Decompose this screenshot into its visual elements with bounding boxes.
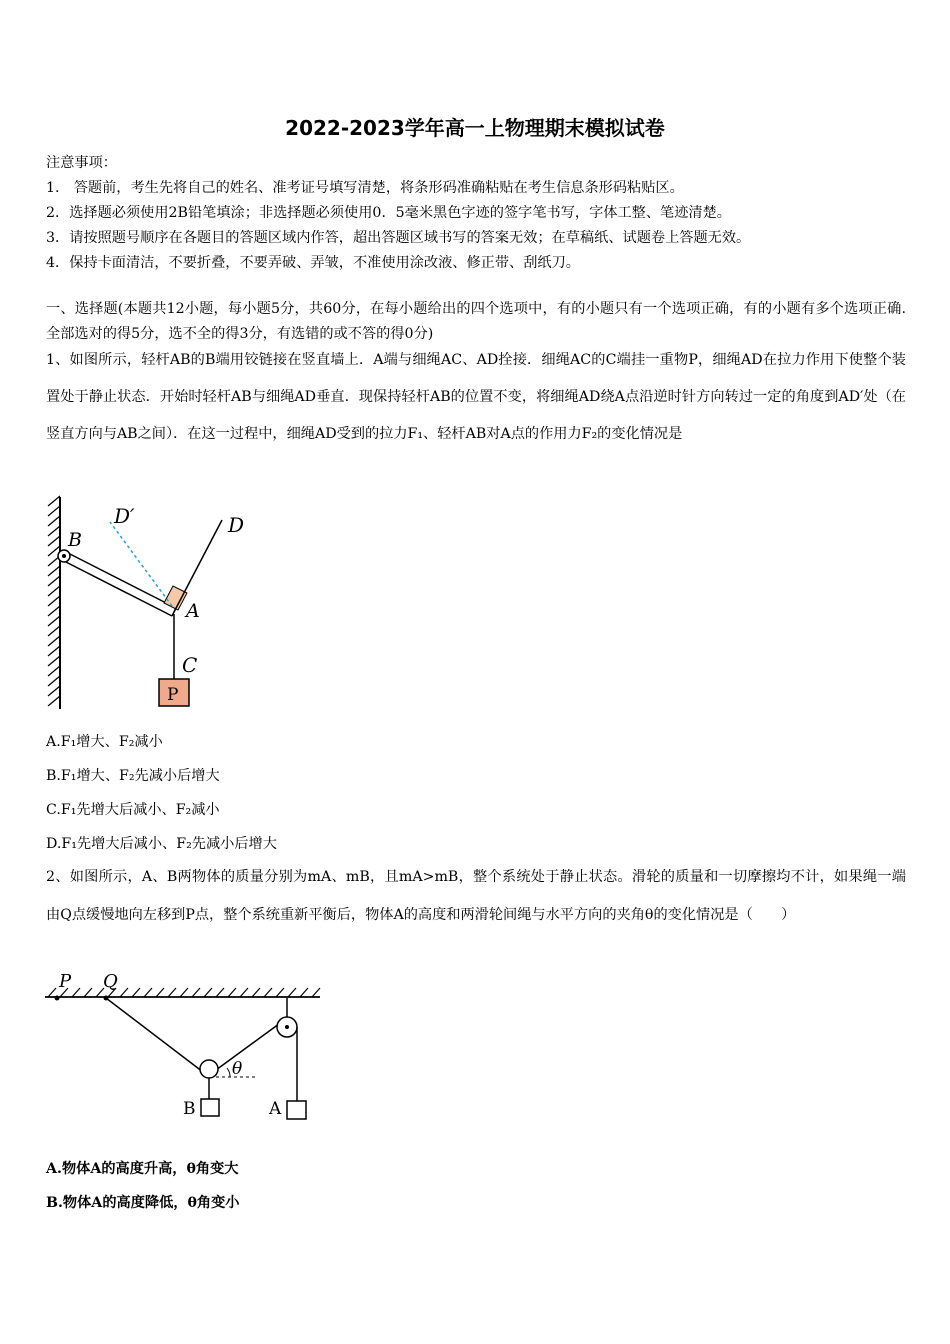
section-heading: 一、选择题(本题共12小题，每小题5分，共60分，在每小题给出的四个选项中，有的小题只有一个选项正确，有的小题有多个选项正确.全部选对的得5分，选不全的得3分，有选错的或不答的得0分): [46, 301, 906, 342]
notice-heading: 注意事项：: [46, 155, 117, 171]
label-d: D: [228, 513, 245, 537]
question-1-option-d[interactable]: D.F₁先增大后减小、F₂先减小后增大: [46, 836, 277, 852]
question-2-text: 2、如图所示，A、B两物体的质量分别为mA、mB，且mA>mB，整个系统处于静止状态。滑轮的质量和一切摩擦均不计，如果绳一端由Q点缓慢地向左移到P点，整个系统重新平衡后，物体A的高度和两滑轮间绳与水平方向的夹角θ的变化情况是（ ）: [46, 869, 906, 923]
ceiling: [45, 988, 320, 997]
string-ad: [174, 520, 222, 612]
label-p: P: [167, 685, 179, 705]
question-1-option-b[interactable]: B.F₁增大、F₂先减小后增大: [46, 768, 220, 784]
hinge-b: [58, 550, 70, 562]
movable-pulley: [200, 1060, 218, 1078]
label-d-prime: D′: [114, 504, 135, 528]
question-2-figure: [40, 968, 325, 1128]
label-a: A: [269, 1099, 282, 1119]
question-1-text: 1、如图所示，轻杆AB的B端用铰链接在竖直墙上．A端与细绳AC、AD拴接．细绳AC的C端挂一重物P，细绳AD在拉力作用下使整个装置处于静止状态．开始时轻杆AB与细绳AD垂直．现保持轻杆AB的位置不变，将细绳AD绕A点沿逆时针方向转过一定的角度到AD′处（在竖直方向与AB之间）．在这一过程中，细绳AD受到的拉力F₁、轻杆AB对A点的作用力F₂的变化情况是: [46, 352, 906, 442]
rod-ab: [62, 552, 176, 616]
notice-item: 3．请按照题号顺序在各题目的答题区域内作答，超出答题区域书写的答案无效；在草稿纸、试题卷上答题无效。: [46, 230, 751, 246]
label-theta: θ: [232, 1059, 243, 1079]
notice-item: 2．选择题必须使用2B铅笔填涂；非选择题必须使用0．5毫米黑色字迹的签字笔书写，字体工整、笔迹清楚。: [46, 205, 731, 221]
block-b: [201, 1099, 219, 1116]
rope-between-pulleys: [216, 1021, 283, 1070]
page-title: 2022-2023学年高一上物理期末模拟试卷: [285, 116, 665, 140]
string-ad-prime: [110, 522, 172, 606]
point-p: [55, 996, 60, 1001]
block-a: [287, 1101, 306, 1119]
wall: [48, 496, 60, 709]
question-1-option-c[interactable]: C.F₁先增大后减小、F₂减小: [46, 802, 220, 818]
rope-q-to-pulley: [106, 998, 203, 1072]
label-b: B: [183, 1099, 196, 1119]
question-2-option-b[interactable]: B.物体A的高度降低，θ角变小: [46, 1195, 240, 1211]
label-c: C: [182, 653, 198, 677]
notice-item: 1. 答题前，考生先将自己的姓名、准考证号填写清楚，将条形码准确粘贴在考生信息条形码粘贴区。: [46, 180, 684, 196]
label-p: P: [59, 971, 72, 992]
label-b: B: [68, 529, 82, 551]
label-q: Q: [103, 971, 118, 992]
angle-arc: [227, 1068, 230, 1077]
question-1-option-a[interactable]: A.F₁增大、F₂减小: [46, 734, 163, 750]
question-2-option-a[interactable]: A.物体A的高度升高，θ角变大: [46, 1161, 239, 1177]
question-1-figure: [40, 492, 260, 714]
notice-item: 4．保持卡面清洁，不要折叠，不要弄破、弄皱，不准使用涂改液、修正带、刮纸刀。: [46, 255, 580, 271]
fixed-pulley-axle: [285, 1025, 289, 1029]
label-a: A: [186, 600, 200, 622]
right-angle-marker: [164, 586, 187, 610]
